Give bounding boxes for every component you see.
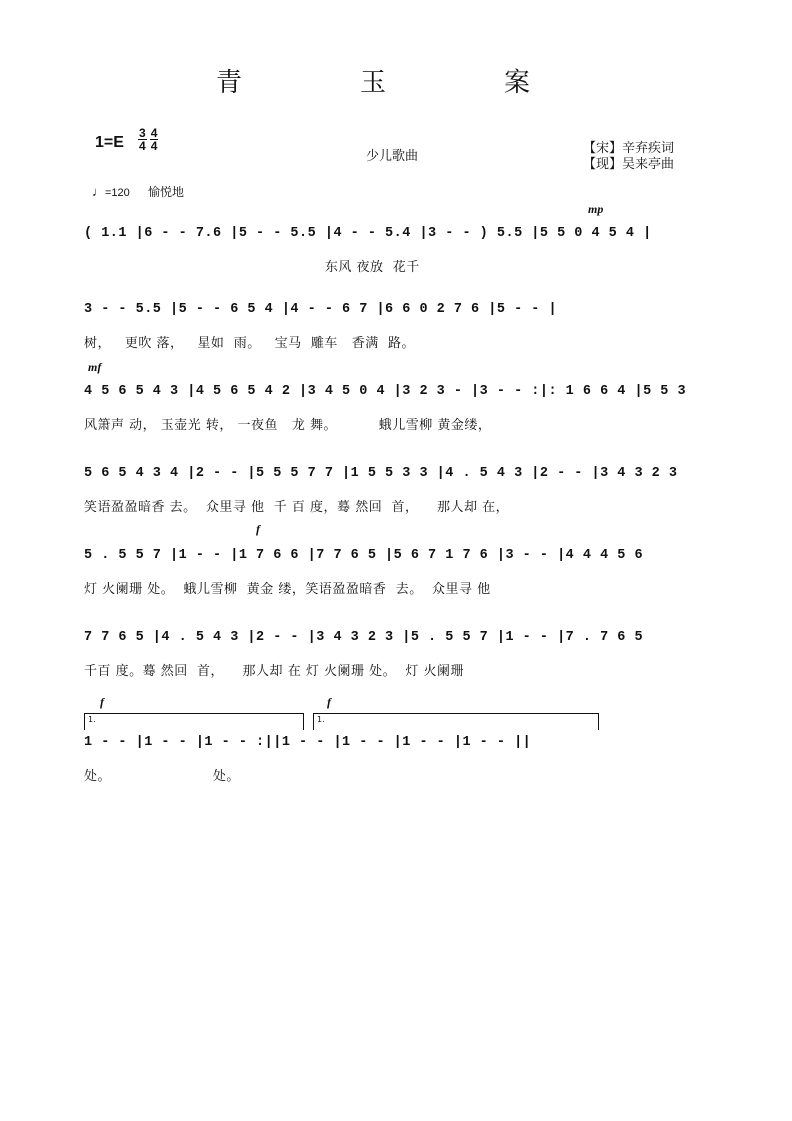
music-line-1 [0,226,792,286]
dynamic-mp: mp [588,202,604,216]
first-ending-bracket [84,713,304,730]
song-subtitle: 少儿歌曲 [366,149,419,164]
music-line-5 [0,548,792,608]
lyrics-row: 笑语盈盈暗香 去。 众里寻 他 千 百 度，蓦 然回 首， 那人却 在， [84,500,510,515]
notation-row: 7 7 6 5 |4 . 5 4 3 |2 - - |3 4 3 2 3 |5 . 5 5 7 |1 - - |7 . 7 6 5 [84,630,644,645]
time-numerator: 3 [139,126,146,140]
ending-number: 1. [317,715,325,724]
music-line-7 [0,735,792,795]
dynamic-mf: mf [88,360,102,374]
lyricist-credit: 【宋】辛弃疾词 [583,141,675,156]
expression-marking: 愉悦地 [148,185,185,199]
key-signature: 1=E [95,134,124,151]
lyrics-row: 东风 夜放 花千 [84,260,420,275]
lyrics-row: 灯 火阑珊 处。 蛾儿雪柳 黄金 缕，笑语盈盈暗香 去。 众里寻 他 [84,582,491,597]
dynamic-f: f [256,522,260,536]
second-ending-bracket [313,713,599,730]
notation-row: 1 - - |1 - - |1 - - :||1 - - |1 - - |1 - - |1 - - || [84,735,532,750]
notation-row: 4 5 6 5 4 3 |4 5 6 5 4 2 |3 4 5 0 4 |3 2 3 - |3 - - :|: 1 6 6 4 |5 5 3 [84,384,687,399]
time-signature-4-4 [150,127,159,152]
time-signature [138,127,158,152]
music-line-4 [0,466,792,526]
time-numerator: 4 [150,126,158,140]
composer-credit: 【现】吴来亭曲 [583,157,675,172]
lyrics-row: 千百 度。蓦 然回 首， 那人却 在 灯 火阑珊 处。 灯 火阑珊 [84,664,464,679]
tempo-marking [92,184,130,199]
lyrics-row: 树， 更吹 落， 星如 雨。 宝马 雕车 香满 路。 [84,336,416,351]
song-title: 青 玉 案 [215,68,576,98]
time-denominator: 4 [150,139,158,153]
lyrics-row: 处。 处。 [84,769,240,784]
music-line-3 [0,384,792,444]
ending-number: 1. [88,715,96,724]
notation-row: 5 6 5 4 3 4 |2 - - |5 5 5 7 7 |1 5 5 3 3 |4 . 5 4 3 |2 - - |3 4 3 2 3 [84,466,678,481]
tempo-value: =120 [105,187,130,199]
dynamic-f: f [327,695,331,709]
time-denominator: 4 [139,139,146,153]
notation-row: 3 - - 5.5 |5 - - 6 5 4 |4 - - 6 7 |6 6 0 2 7 6 |5 - - | [84,302,558,317]
music-line-6 [0,630,792,690]
time-signature-3-4 [138,127,147,152]
notation-row: ( 1.1 |6 - - 7.6 |5 - - 5.5 |4 - - 5.4 |3 - - ) 5.5 |5 5 0 4 5 4 | [84,226,652,241]
quarter-note-icon: ♩ [92,184,105,199]
music-line-2 [0,302,792,362]
dynamic-f: f [100,695,104,709]
notation-row: 5 . 5 5 7 |1 - - |1 7 6 6 |7 7 6 5 |5 6 7 1 7 6 |3 - - |4 4 4 5 6 [84,548,644,563]
lyrics-row: 风箫声 动， 玉壶光 转， 一夜鱼 龙 舞。 蛾儿雪柳 黄金缕， [84,418,492,433]
